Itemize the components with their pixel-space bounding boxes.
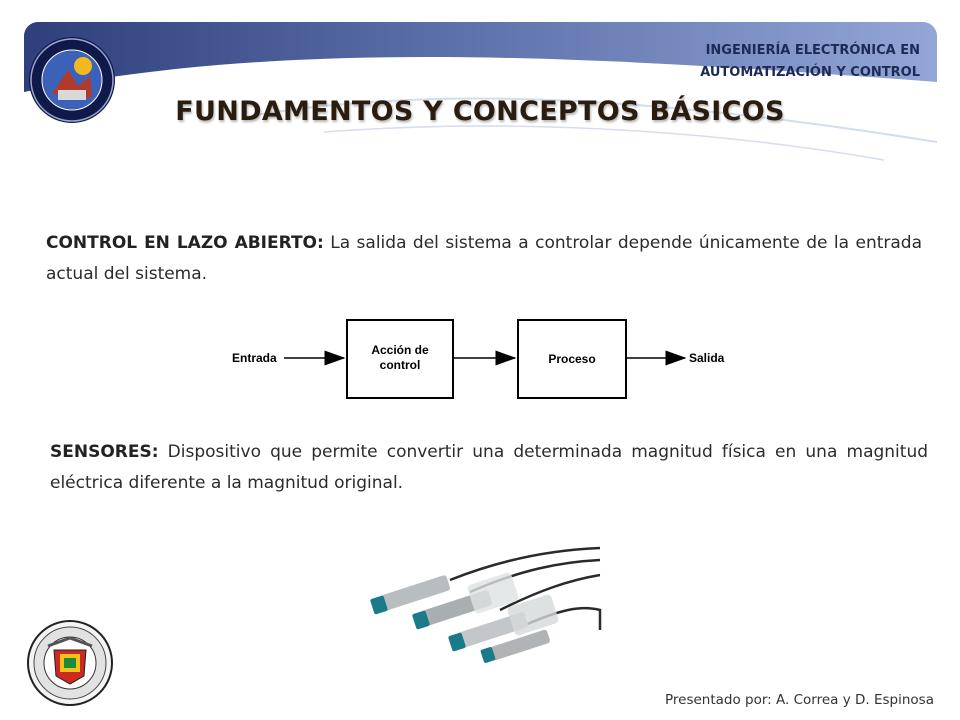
open-loop-paragraph: [46, 228, 922, 290]
presenter-credit: Presentado por: A. Correa y D. Espinosa: [665, 692, 934, 708]
sensors-term: SENSORES:: [50, 442, 159, 462]
open-loop-term: CONTROL EN LAZO ABIERTO:: [46, 233, 324, 253]
sensors-paragraph: [50, 437, 928, 499]
sensors-definition: Dispositivo que permite convertir una determinada magnitud física en una magnitud eléctrica diferente a la magnitud original.: [50, 442, 929, 493]
army-school-emblem: [26, 620, 114, 706]
department-line-2: AUTOMATIZACIÓN Y CONTROL: [700, 65, 920, 80]
input-label: Entrada: [232, 351, 277, 365]
control-action-label-2: control: [379, 358, 421, 372]
open-loop-diagram: [228, 312, 738, 408]
slide-title: FUNDAMENTOS Y CONCEPTOS BÁSICOS: [175, 96, 785, 127]
output-label: Salida: [689, 351, 725, 365]
open-loop-definition: La salida del sistema a controlar depende únicamente de la entrada actual del sistema.: [46, 233, 922, 284]
department-line-1: INGENIERÍA ELECTRÓNICA EN: [705, 43, 920, 58]
department-name: [620, 40, 920, 84]
control-action-label-1: Acción de: [371, 343, 429, 357]
sensors-image: [360, 530, 610, 670]
process-label: Proceso: [548, 352, 596, 366]
